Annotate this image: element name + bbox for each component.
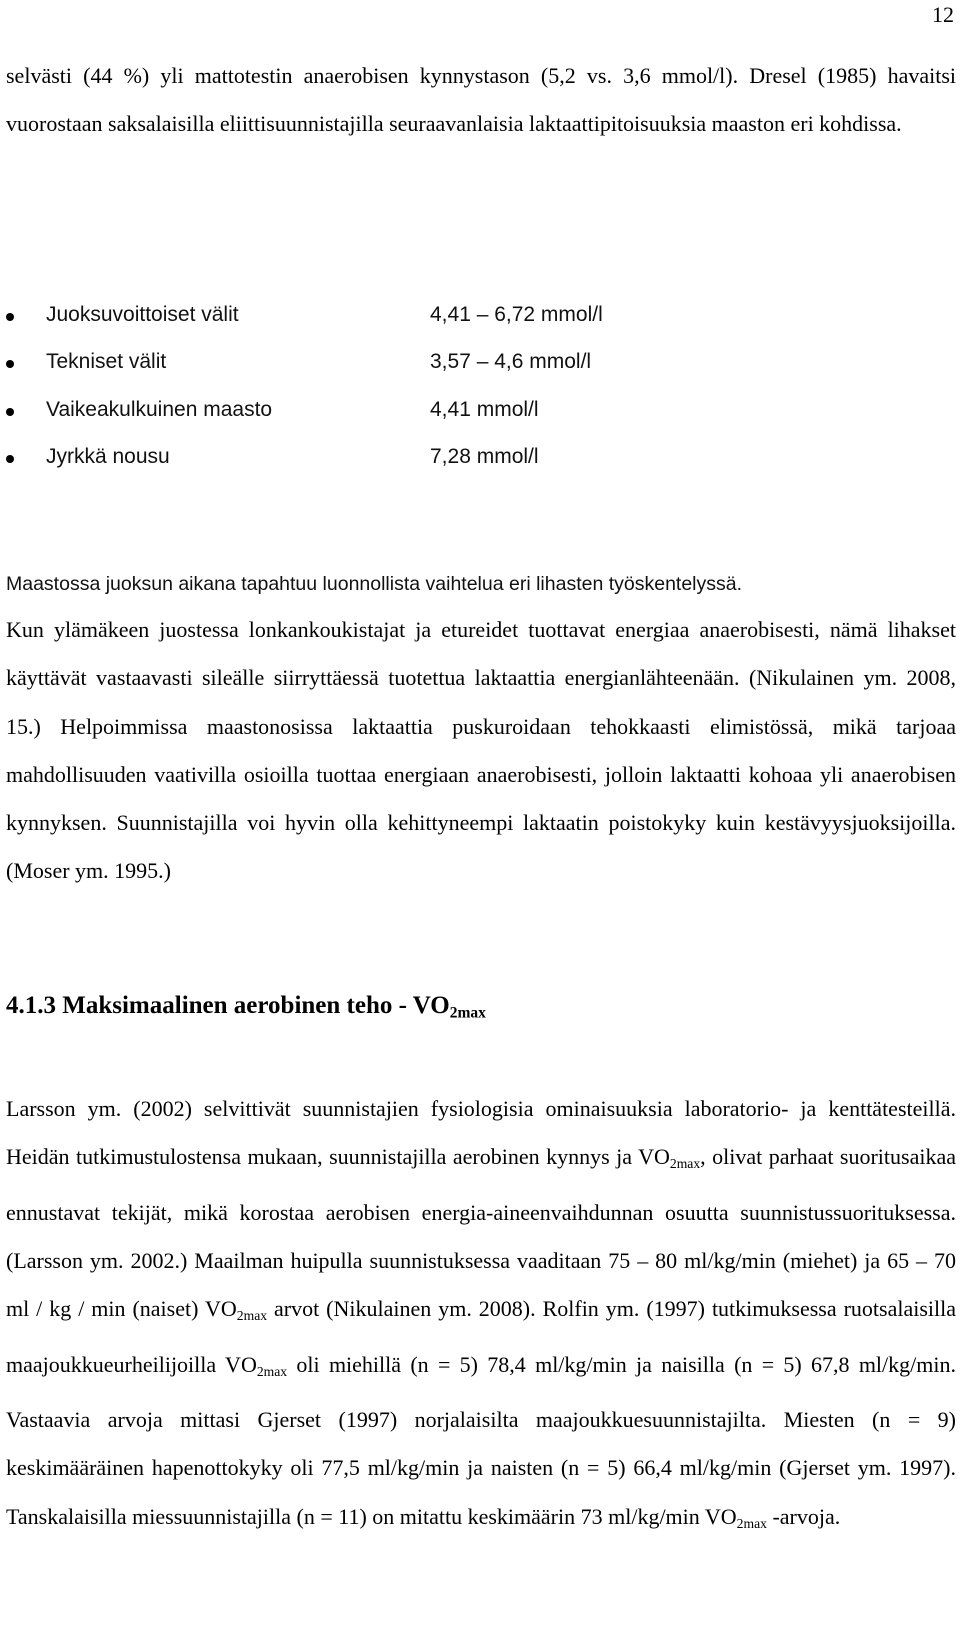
list-item [6, 398, 706, 445]
list-item-label: Jyrkkä nousu [46, 444, 170, 468]
bullet-icon [6, 408, 14, 416]
list-item-label: Vaikeakulkuinen maasto [46, 397, 273, 421]
vo2-text-2: , olivat parhaat suoritusaikaa ennustavat tekijät, mikä korostaa aerobisen energia-aineenvaihdunnan osuutta suunnistussuorituksessa. (Larsson ym. 2002.) Maailman huipulla suunnistuksessa vaaditaan 75 – 80 ml/kg/min (miehet) ja 65 – 70 ml / kg / min (naiset) VO [6, 1144, 956, 1322]
vo2-paragraph [6, 1085, 956, 1548]
vo2-sub-3: 2max [256, 1363, 288, 1379]
vo2-sub-4: 2max [736, 1515, 767, 1531]
list-item-value: 4,41 – 6,72 mmol/l [430, 303, 603, 326]
list-item [6, 303, 706, 350]
section-heading-text: 4.1.3 Maksimaalinen aerobinen teho - VO [6, 992, 450, 1019]
intro-paragraph: selvästi (44 %) yli mattotestin anaerobisen kynnystason (5,2 vs. 3,6 mmol/l). Dresel (1985) havaitsi vuorostaan saksalaisilla eliittisuunnistajilla seuraavanlaisia laktaattipitoisuuksia maaston eri kohdissa. [6, 63, 956, 137]
bullet-icon [6, 313, 14, 321]
list-item-label: Tekniset välit [46, 350, 167, 374]
vo2-text-4: oli miehillä (n = 5) 78,4 ml/kg/min ja naisilla (n = 5) 67,8 ml/kg/min. Vastaavia arvoja mittasi Gjerset (1997) norjalaisilta maajoukkuesuunnistajilta. Miesten (n = 9) keskimääräinen hapenottokyky oli 77,5 ml/kg/min ja naisten (n = 5) 66,4 ml/kg/min (Gjerset ym. 1997). Tanskalaisilla miessuunnistajilla (n = 11) on mitattu keskimäärin 73 ml/kg/min VO [6, 1351, 956, 1529]
bullet-icon [6, 455, 14, 463]
list-item-label: Juoksuvoittoiset välit [46, 303, 239, 326]
vo2-text-5: -arvoja. [766, 1503, 841, 1529]
vo2-text-3: arvot (Nikulainen ym. 2008). Rolfin ym. (1997) tutkimuksessa ruotsalaisilla maajoukkueurheilijoilla VO [6, 1296, 956, 1377]
section-heading-sub: 2max [449, 1004, 486, 1022]
vo2-sub-1: 2max [669, 1156, 701, 1172]
list-item-value: 4,41 mmol/l [430, 397, 539, 421]
list-item [6, 445, 706, 492]
terrain-paragraph-first-line: Maastossa juoksun aikana tapahtuu luonnollista vaihtelua eri lihasten työskentelyssä. [6, 573, 743, 595]
vo2-sub-2: 2max [236, 1308, 268, 1324]
section-heading [6, 992, 486, 1023]
lactate-list [6, 303, 706, 492]
bullet-icon [6, 360, 14, 368]
list-item-value: 3,57 – 4,6 mmol/l [430, 350, 592, 374]
list-item [6, 350, 706, 397]
terrain-paragraph: Kun ylämäkeen juostessa lonkankoukistajat ja etureidet tuottavat energiaa anaerobisesti, nämä lihakset käyttävät vastaavasti sileälle siirryttäessä tuotettua laktaattia energianlähteenään. (Nikulainen ym. 2008, 15.) Helpoimmissa maastonosissa laktaattia puskuroidaan tehokkaasti elimistössä, mikä tarjoaa mahdollisuuden vaativilla osioilla tuottaa energiaan anaerobisesti, jolloin laktaatti kohoaa yli anaerobisen kynnyksen. Suunnistajilla voi hyvin olla kehittyneempi laktaatin poistokyky kuin kestävyysjuoksijoilla. (Moser ym. 1995.) [6, 617, 956, 884]
page-number: 12 [932, 2, 954, 27]
list-item-value: 7,28 mmol/l [430, 444, 539, 468]
vo2-text-1: Larsson ym. (2002) selvittivät suunnistajien fysiologisia ominaisuuksia laboratorio- ja kenttätesteillä. Heidän tutkimustulostensa mukaan, suunnistajilla aerobinen kynnys ja VO [6, 1096, 956, 1170]
